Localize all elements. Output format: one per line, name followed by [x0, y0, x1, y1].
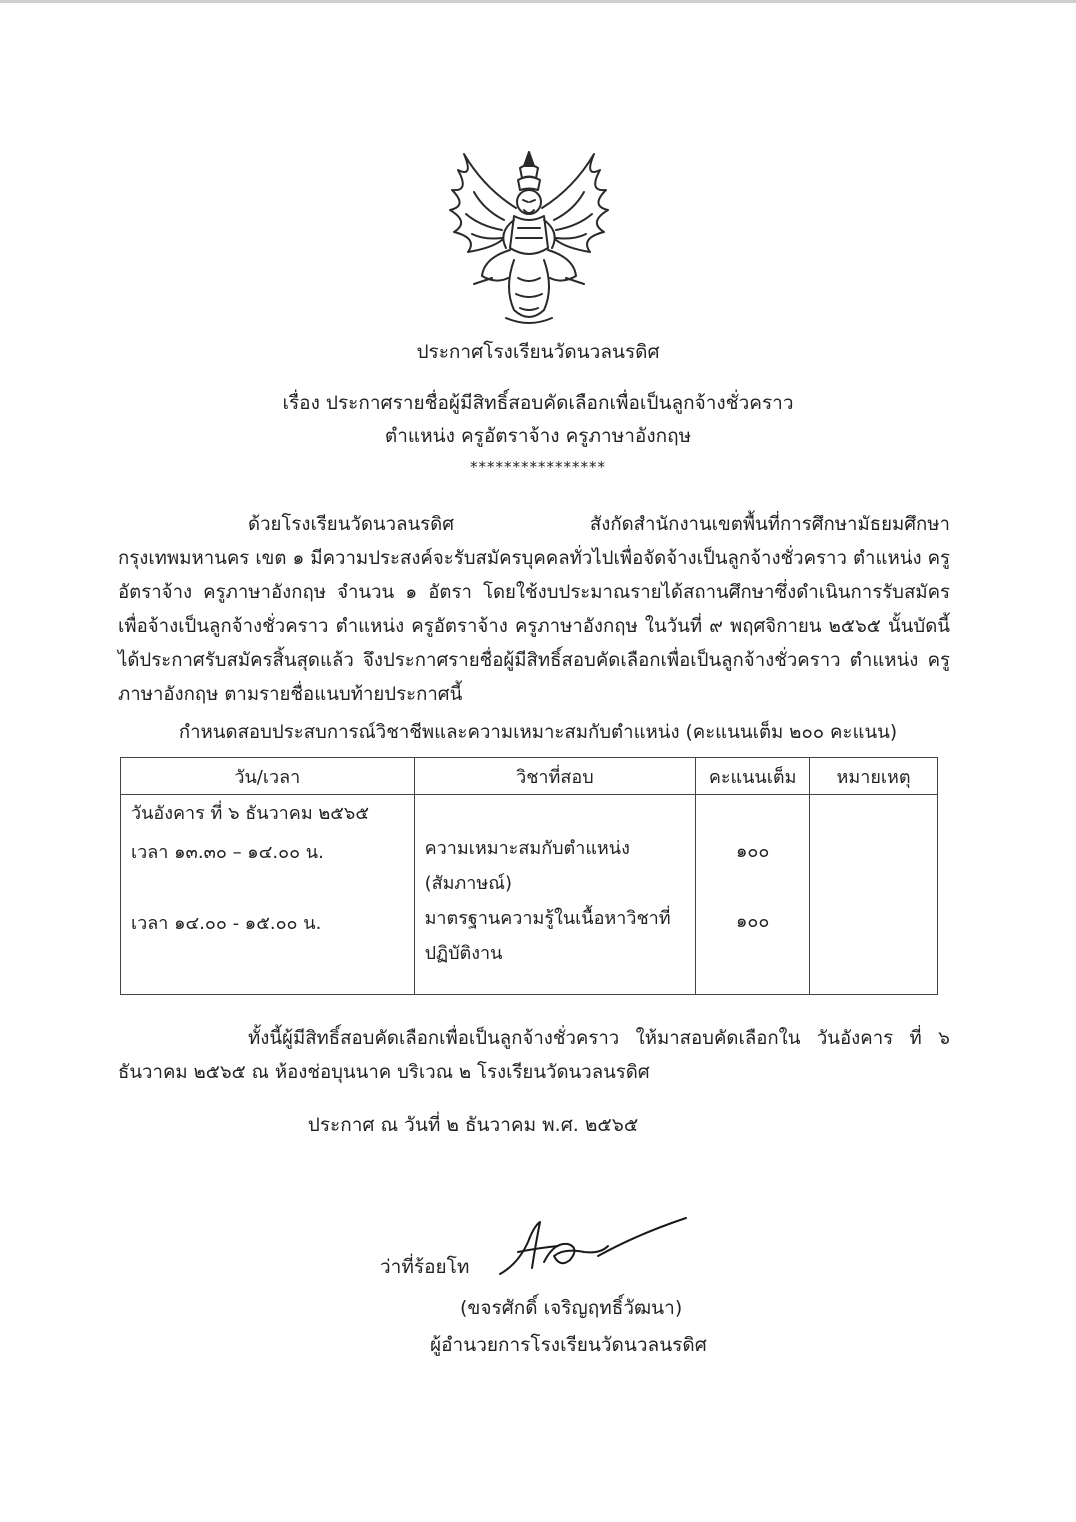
column-header-full-score: คะแนนเต็ม	[696, 758, 810, 795]
exam-notice-paragraph	[118, 1022, 950, 1090]
subject-cell	[414, 795, 696, 995]
column-header-datetime: วัน/เวลา	[121, 758, 415, 795]
intro-paragraph-text: ด้วยโรงเรียนวัดนวลนรดิศ สังกัดสำนักงานเขตพื้นที่การศึกษามัธยมศึกษากรุงเทพมหานคร เขต ๑ มีความประสงค์จะรับสมัครบุคคลทั่วไปเพื่อจัดจ้างเป็นลูกจ้างชั่วคราว ตำแหน่ง ครูอัตราจ้าง ครูภาษาอังกฤษ จำนวน ๑ อัตรา โดยใช้งบประมาณรายได้สถานศึกษาซึ่งดำเนินการรับสมัคร เพื่อจ้างเป็นลูกจ้างชั่วคราว ตำแหน่ง ครูอัตราจ้าง ครูภาษาอังกฤษ ในวันที่ ๙ พฤศจิกายน ๒๕๖๕ นั้นบัดนี้ได้ประกาศรับสมัครสิ้นสุดแล้ว จึงประกาศรายชื่อผู้มีสิทธิ์สอบคัดเลือกเพื่อเป็นลูกจ้างชั่วคราว ตำแหน่ง ครูภาษาอังกฤษ ตามรายชื่อแนบท้ายประกาศนี้	[118, 514, 950, 705]
subject-2-line-1: มาตรฐานความรู้ในเนื้อหาวิชาที่	[424, 908, 671, 929]
remark-2	[810, 799, 937, 803]
signer-position: ผู้อำนวยการโรงเรียนวัดนวลนรดิศ	[430, 1334, 707, 1356]
exam-time-1: เวลา ๑๓.๓๐ – ๑๔.๐๐ น.	[131, 842, 324, 863]
table-header-row	[121, 758, 938, 795]
table-row	[121, 795, 938, 995]
subject-line-2: ตำแหน่ง ครูอัตราจ้าง ครูภาษาอังกฤษ	[384, 425, 692, 447]
page-top-edge	[0, 0, 1076, 3]
column-header-remark: หมายเหตุ	[810, 758, 938, 795]
announcement-title: ประกาศโรงเรียนวัดนวลนรดิศ	[416, 341, 660, 363]
exam-date: วันอังคาร ที่ ๖ ธันวาคม ๒๕๖๕	[131, 803, 369, 824]
garuda-emblem-icon	[444, 148, 614, 326]
column-header-subject: วิชาที่สอบ	[414, 758, 696, 795]
signer-rank: ว่าที่ร้อยโท	[380, 1256, 470, 1278]
subject-1-line-2: (สัมภาษณ์)	[424, 873, 512, 894]
announced-date: ประกาศ ณ วันที่ ๒ ธันวาคม พ.ศ. ๒๕๖๕	[307, 1114, 639, 1136]
score-1: ๑๐๐	[735, 841, 770, 862]
intro-paragraph	[118, 508, 950, 712]
datetime-cell	[121, 795, 415, 995]
remark-cell	[810, 795, 938, 995]
subject-1-line-1: ความเหมาะสมกับตำแหน่ง	[424, 838, 630, 859]
exam-time-2: เวลา ๑๔.๐๐ - ๑๕.๐๐ น.	[131, 913, 322, 934]
exam-schedule-table	[120, 757, 938, 995]
subject-2-line-2: ปฏิบัติงาน	[424, 943, 503, 964]
signer-name: (ขจรศักดิ์ เจริญฤทธิ์วัฒนา)	[460, 1297, 683, 1319]
score-2: ๑๐๐	[735, 911, 770, 932]
subject-line-1: เรื่อง ประกาศรายชื่อผู้มีสิทธิ์สอบคัดเลือกเพื่อเป็นลูกจ้างชั่วคราว	[282, 392, 794, 414]
exam-notice-text: ทั้งนี้ผู้มีสิทธิ์สอบคัดเลือกเพื่อเป็นลูกจ้างชั่วคราว ให้มาสอบคัดเลือกใน วันอังคาร ที่ ๖ ธันวาคม ๒๕๖๕ ณ ห้องช่อบุนนาค บริเวณ ๒ โรงเรียนวัดนวลนรดิศ	[118, 1028, 950, 1083]
handwritten-signature	[488, 1212, 698, 1282]
score-cell	[696, 795, 810, 995]
title-divider: ****************	[470, 458, 606, 476]
table-caption: กำหนดสอบประสบการณ์วิชาชีพและความเหมาะสมกับตำแหน่ง (คะแนนเต็ม ๒๐๐ คะแนน)	[178, 722, 898, 743]
